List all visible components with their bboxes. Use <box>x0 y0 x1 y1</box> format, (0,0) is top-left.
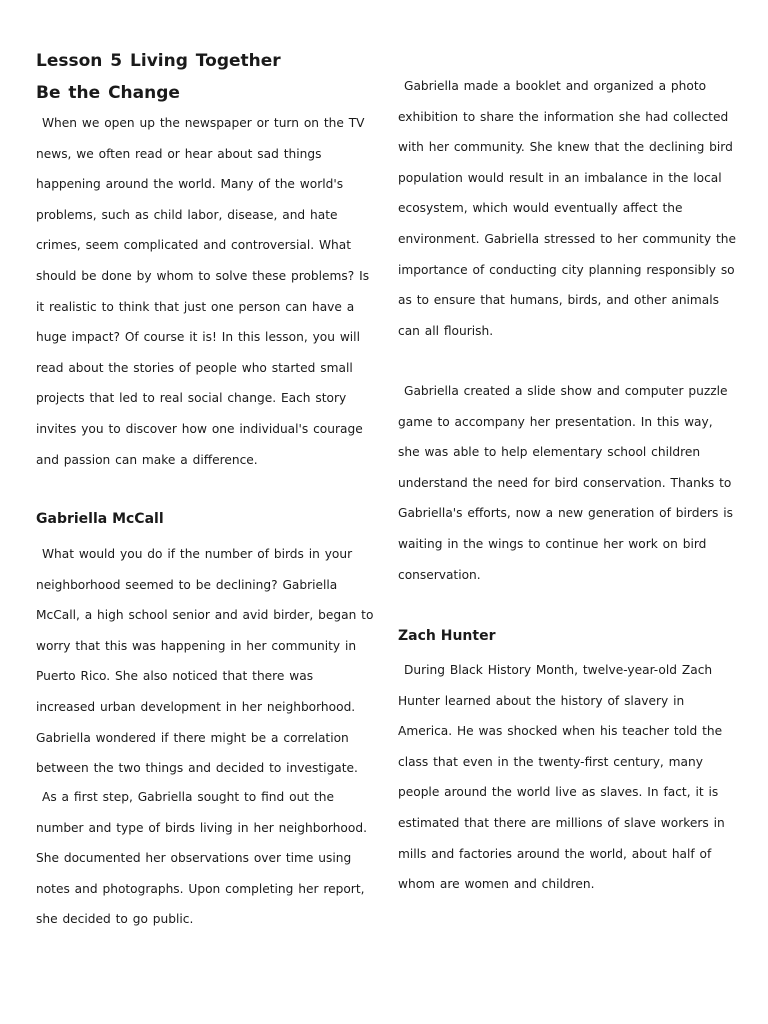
intro-paragraph: When we open up the newspaper or turn on the TV news, we often read or hear about sad things happening around the world. Many of the world's problems, such as child labor, disease, and hate crimes, seem complicated and controversial. What should be done by whom to solve these problems? Is it realistic to think that just one person can have a huge impact? Of course it is! In this lesson, you will read about the stories of people who started small projects that led to real social change. Each story invites you to discover how one individual's courage and passion can make a difference. <box>36 116 370 467</box>
gabriella-paragraph-2: As a first step, Gabriella sought to find out the number and type of birds living in her neighborhood. She documented her observations over time using notes and photographs. Upon completing her report, she decided to go public. <box>36 790 367 927</box>
gabriella-paragraph-4: Gabriella created a slide show and computer puzzle game to accompany her presentation. In this way, she was able to help elementary school children understand the need for bird conservation. Thanks to Gabriella's efforts, now a new generation of birders is waiting in the wings to continue her work on bird conservation. <box>398 384 733 582</box>
lesson-subtitle: Be the Change <box>36 83 180 103</box>
zach-paragraph-1: During Black History Month, twelve-year-old Zach Hunter learned about the history of slavery in America. He was shocked when his teacher told the class that even in the twenty-first century, many people around the world live as slaves. In fact, it is estimated that there are millions of slave workers in mills and factories around the world, about half of whom are women and children. <box>398 663 725 892</box>
lesson-title: Lesson 5 Living Together <box>36 51 281 71</box>
zach-heading: Zach Hunter <box>398 628 496 644</box>
gabriella-paragraph-1: What would you do if the number of birds in your neighborhood seemed to be declining? Gabriella McCall, a high school senior and avid birder, began to worry that this was happening in her community in Puerto Rico. She also noticed that there was increased urban development in her neighborhood. Gabriella wondered if there might be a correlation between the two things and decided to investigate. <box>36 547 374 776</box>
gabriella-heading: Gabriella McCall <box>36 511 164 527</box>
gabriella-paragraph-3: Gabriella made a booklet and organized a photo exhibition to share the information she had collected with her community. She knew that the declining bird population would result in an imbalance in the local ecosystem, which would eventually affect the environment. Gabriella stressed to her community the importance of conducting city planning responsibly so as to ensure that humans, birds, and other animals can all flourish. <box>398 79 737 338</box>
